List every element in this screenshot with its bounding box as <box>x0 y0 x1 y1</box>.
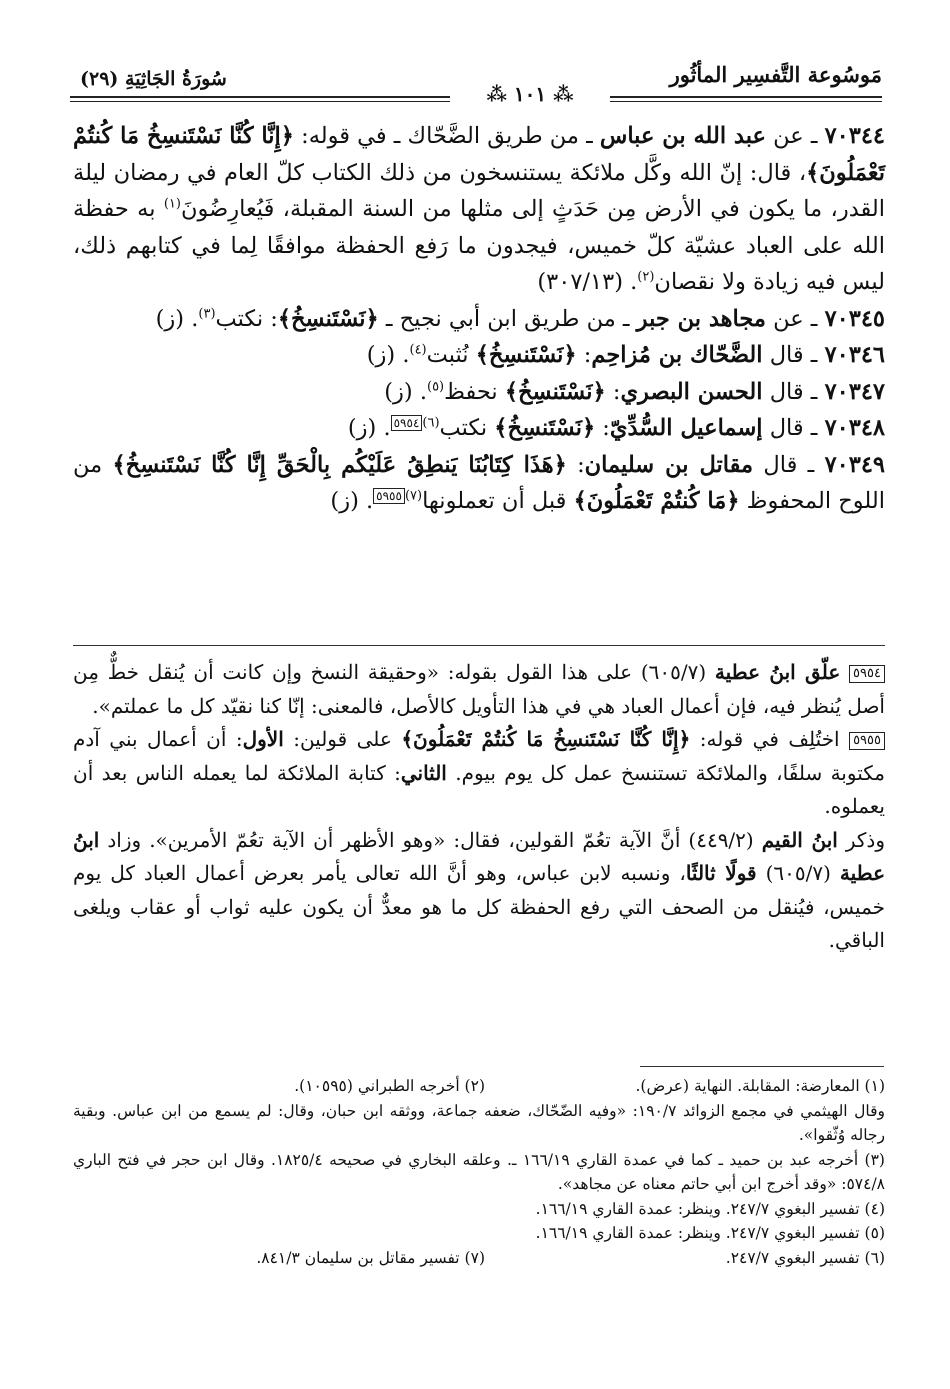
note-text: : أن أعمال بني آدم مكتوبة سلفًا، والملائكة تستنسخ عمل كل يوم بيوم. <box>73 727 885 785</box>
entry-number: ٧٠٣٤٧ <box>824 378 885 405</box>
note-text: اختُلِف في قوله: <box>690 727 850 751</box>
note-text: ، ونسبه لابن عباس، وهو أنَّ الله تعالى يأمر بعرض أعمال العباد كل يوم خميس، فيُنقل من الصحف التي رفع الحفظة كل ما هو معدٌّ أن يكون عليه ثواب أو عقاب ويلغى الباقي. <box>73 861 885 952</box>
commentary-notes <box>73 656 885 958</box>
note-text: وذكر <box>837 827 885 852</box>
footnotes <box>73 1074 885 1270</box>
quran-verse: ﴿إِنَّا كُنَّا نَسْتَنسِخُ مَا كُنتُمْ تَعْمَلُونَ﴾ <box>401 727 691 751</box>
footnote: (٧) تفسير مقاتل بن سليمان ٨٤١/٣. <box>256 1248 485 1267</box>
page-header <box>70 62 882 112</box>
footnote-ref: (٢) <box>637 269 655 285</box>
footnote: (٦) تفسير البغوي ٢٤٧/٧. <box>725 1248 885 1267</box>
scholar-name: ابنُ القيم <box>761 827 838 852</box>
note-text: (٤٤٩/٢) أنَّ الآية تعُمّ القولين، فقال: «وهو الأظهر أن الآية تعُمّ الأمرين». <box>149 827 762 852</box>
page-number-value: ١٠١ <box>513 82 547 106</box>
narrator-name: مجاهد بن جبر <box>636 305 766 332</box>
quran-verse: ﴿نَسْتَنسِخُ﴾ <box>475 342 577 368</box>
narrator-name: مقاتل بن سليمان <box>584 451 754 478</box>
entry <box>73 410 885 447</box>
opinion-label: قولًا ثالثًا <box>685 861 757 885</box>
note-text: وزاد <box>99 827 150 852</box>
entry-text: ـ قال <box>762 378 825 405</box>
comment-number-box: ٥٩٥٥ <box>849 732 885 750</box>
ornament-icon: ⁂ <box>486 82 514 106</box>
entry-tail: . (ز) <box>384 378 427 405</box>
entry-tail: . (٣٠٧/١٣) <box>537 269 638 295</box>
entry <box>73 337 885 374</box>
opinion-label: الأول <box>242 727 284 751</box>
quran-verse: ﴿نَسْتَنسِخُ﴾ <box>494 415 596 441</box>
quran-verse: ﴿هَذَا كِتَابُنَا يَنطِقُ عَلَيْكُم بِالْحَقِّ إِنَّا كُنَّا نَسْتَنسِخُ﴾ <box>112 451 567 478</box>
entry-tail: . (ز) <box>155 305 199 332</box>
entry-text: نكتب <box>439 415 495 441</box>
scholar-name: علّق ابنُ عطية <box>714 660 841 684</box>
quran-verse: ﴿نَسْتَنسِخُ﴾ <box>277 305 379 332</box>
entry-tail: . (ز) <box>330 488 374 514</box>
entry-text: من اللوح المحفوظ <box>73 451 885 514</box>
entry <box>73 374 885 411</box>
footnote: (٣) أخرجه عبد بن حميد ـ كما في عمدة القاري ١٦٦/١٩ ـ. وعلقه البخاري في صحيحه ١٨٢٥/٤. وقال ابن حجر في فتح الباري ٥٧٤/٨: «وقد أخرج ابن أبي حاتم معناه عن مجاهد». <box>73 1150 885 1193</box>
footnote-ref: (٥) <box>426 379 445 394</box>
entry-text: : <box>595 415 610 441</box>
entry-text: : <box>566 451 585 478</box>
footnote: (٥) تفسير البغوي ٢٤٧/٧. وينظر: عمدة القاري ١٦٦/١٩. <box>535 1224 885 1242</box>
entry-text: : <box>576 342 592 368</box>
footnote-ref: (١) <box>163 196 181 212</box>
entry-text: ـ قال <box>762 415 825 441</box>
entry-text: نُثبت <box>426 342 476 368</box>
page-number <box>450 82 610 106</box>
footnote-ref: (٧) <box>404 488 423 504</box>
entry <box>73 447 885 520</box>
entry <box>73 301 885 338</box>
note-text: (٦٠٥/٧) على هذا القول بقوله: «وحقيقة النسخ وإن كانت أن يُنقل خطٌّ مِن أصل يُنظر فيه، فإن أعمال العباد هي في هذا التأويل كالأصل، فالمعنى: إنّا كنا نقيّد كل ما عملتم». <box>73 660 885 718</box>
entry-text: ـ عن <box>765 123 825 149</box>
footnote-row <box>73 1074 885 1099</box>
surah-label: سُورَةُ الجَاثِيَةِ (٢٩) <box>80 68 227 90</box>
entry-text: قبل أن تعملونها <box>422 488 574 514</box>
entry-number: ٧٠٣٤٩ <box>824 451 885 478</box>
entry-number: ٧٠٣٤٨ <box>824 415 885 441</box>
comment-ref-box: ٥٩٥٤ <box>391 415 423 431</box>
entry-tail: . (ز) <box>366 342 410 368</box>
entry-text: ـ من طريق الضَّحّاك ـ في قوله: <box>293 123 600 149</box>
footnote: (٤) تفسير البغوي ٢٤٧/٧. وينظر: عمدة القاري ١٦٦/١٩. <box>535 1199 885 1218</box>
entry-text: ، قال: إنّ الله وكَّل ملائكة يستنسخون من ذلك الكتاب كلّ العام في رمضان ليلة القدر، ما يكون في الأرض مِن حَدَثٍ إلى مثلها من السنة المقبلة، فَيُعارِضُونَ <box>73 159 885 222</box>
narrator-name: عبد الله بن عباس <box>599 123 766 149</box>
footnote: (٢) أخرجه الطبراني (١٠٥٩٥). <box>294 1077 485 1095</box>
note-text: على قولين: <box>283 727 402 751</box>
entry-text: : <box>605 378 621 405</box>
main-text <box>73 118 885 520</box>
book-title: مَوسُوعة التَّفسِير المأثُور <box>669 62 882 87</box>
entry-number: ٧٠٣٤٥ <box>824 305 885 332</box>
quran-verse: ﴿مَا كُنتُمْ تَعْمَلُونَ﴾ <box>573 488 740 514</box>
narrator-name: الضَّحّاك بن مُزاحِم <box>591 342 763 368</box>
footnote: (١) المعارضة: المقابلة. النهاية (عرض). <box>635 1077 885 1095</box>
quran-verse: ﴿نَسْتَنسِخُ﴾ <box>504 378 606 405</box>
entry <box>73 118 885 301</box>
comment-ref-box: ٥٩٥٥ <box>373 488 405 504</box>
footnote-row <box>73 1246 885 1271</box>
footnote-ref: (٦) <box>422 415 440 431</box>
commentary-note <box>73 656 885 723</box>
entry-tail: . (ز) <box>347 415 391 441</box>
entry-text: به حفظة الله على العباد عشيّة كلّ خميس، فيجدون ما رَفع الحفظة موافقًا لِما في كتابهم ذلك، ليس فيه زيادة ولا نقصان <box>73 196 885 295</box>
notes-separator <box>73 645 885 646</box>
quran-verse: ﴿إِنَّا كُنَّا نَسْتَنسِخُ مَا كُنتُمْ تَعْمَلُونَ﴾ <box>73 123 885 186</box>
entry-number: ٧٠٣٤٤ <box>824 123 886 149</box>
narrator-name: الحسن البصري <box>620 378 763 405</box>
entry-text: : نكتب <box>215 305 278 332</box>
scholar-name: ابنُ عطية <box>73 827 886 885</box>
footnote-ref: (٤) <box>409 342 427 358</box>
ornament-icon: ⁂ <box>546 82 574 106</box>
opinion-label: الثاني <box>400 760 447 785</box>
entry-number: ٧٠٣٤٦ <box>824 342 885 368</box>
entry-text: ـ عن <box>765 305 825 332</box>
note-text: : كتابة الملائكة لما يعمله الناس بعد أن يعملوه. <box>73 760 885 818</box>
entry-text: ـ قال <box>762 342 825 368</box>
commentary-note <box>73 824 885 958</box>
comment-number-box: ٥٩٥٤ <box>849 665 885 683</box>
footnote: وقال الهيثمي في مجمع الزوائد ١٩٠/٧: «وفيه الضّحّاك، ضعفه جماعة، ووثقه ابن حبان، وقال: لم يسمع من ابن عباس. وبقية رجاله وُثّقوا». <box>73 1101 886 1144</box>
entry-text: ـ قال <box>753 451 825 478</box>
narrator-name: إسماعيل السُّدِّيّ <box>609 415 763 441</box>
footnote-ref: (٣) <box>198 306 216 321</box>
entry-text: ـ من طريق ابن أبي نجيح ـ <box>378 305 637 332</box>
commentary-note <box>73 723 885 824</box>
note-text: (٦٠٥/٧) <box>756 861 840 885</box>
entry-text: نحفظ <box>444 378 505 405</box>
footnotes-separator <box>640 1066 884 1067</box>
